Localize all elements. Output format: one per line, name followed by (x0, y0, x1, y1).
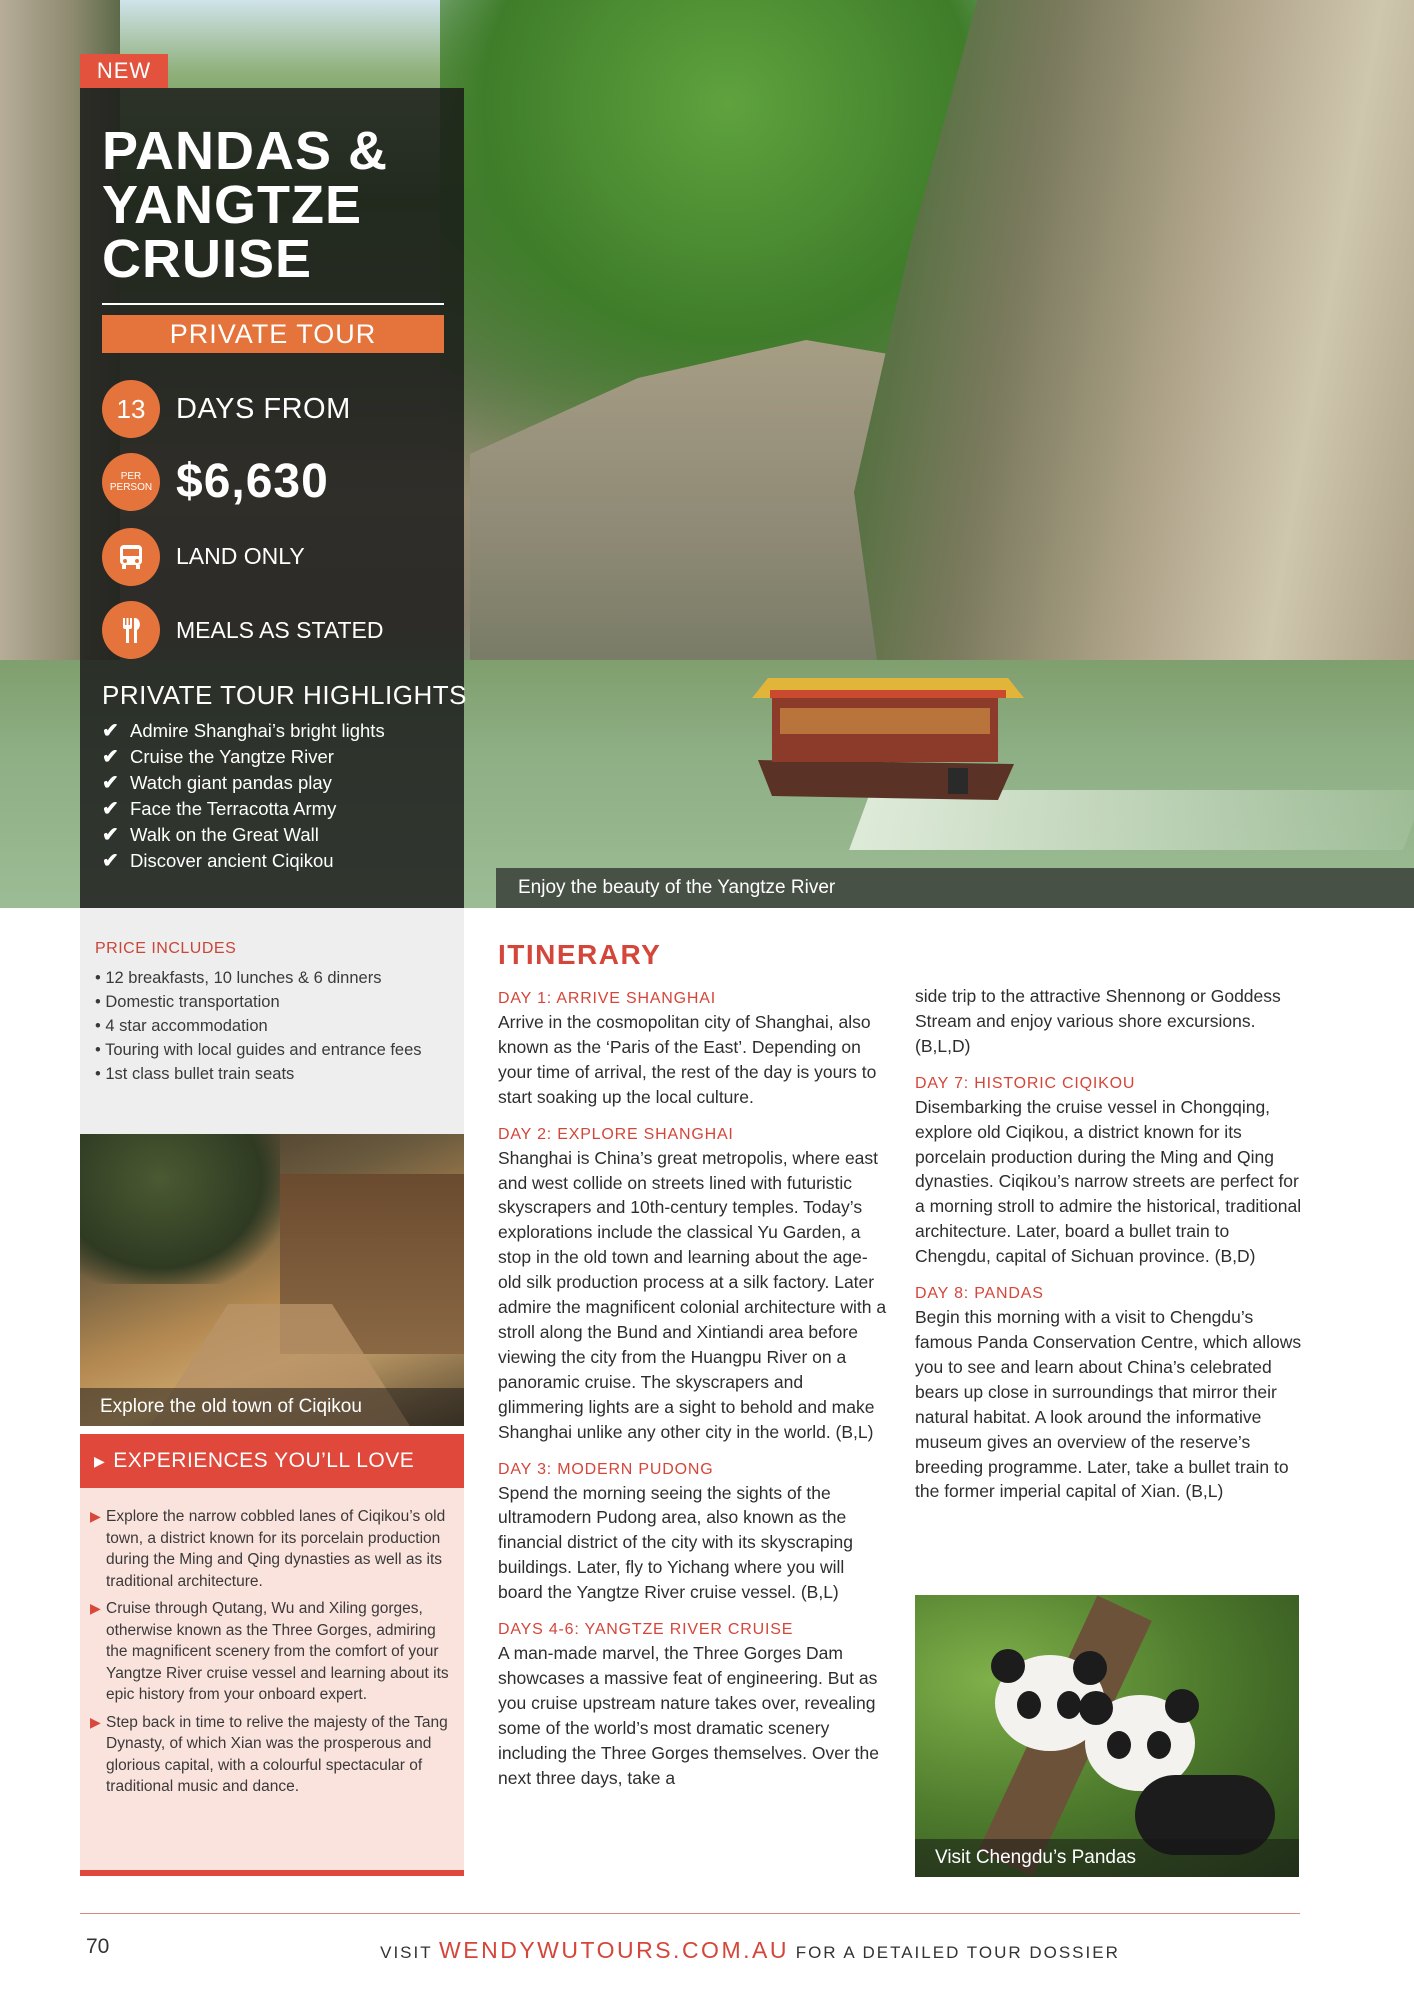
highlights-title: PRIVATE TOUR HIGHLIGHTS (102, 680, 467, 710)
check-icon: ✔ (102, 772, 119, 794)
experiences-header (80, 1434, 464, 1488)
title-line: PANDAS & (102, 121, 389, 181)
include-item: • Touring with local guides and entrance fees (95, 1041, 422, 1059)
day-text: Disembarking the cruise vessel in Chongqing, explore old Ciqikou, a district known for its porcelain production during the Ming and Qing dynasties. Ciqikou’s narrow streets are perfect for a morning stroll to admire the historical, traditional architecture. Later, board a bullet train to Chengdu, capital of Sichuan province. (B,D) (915, 1096, 1302, 1267)
day-heading: DAY 8: PANDAS (915, 1285, 1044, 1303)
itinerary-day (498, 1619, 888, 1790)
day-text: Begin this morning with a visit to Chengdu’s famous Panda Conservation Centre, which allows you to see and learn about China’s celebrated bears up close in surroundings that mirror their natural habitat. A look around the informative museum gives an overview of the reserve’s breeding programme. Later, take a bullet train to the former imperial capital of Xian. (B,L) (915, 1307, 1302, 1502)
price: $6,630 (176, 455, 329, 508)
check-icon: ✔ (102, 720, 119, 742)
tour-title (102, 121, 452, 289)
highlight-item: ✔ Discover ancient Ciqikou (102, 850, 334, 872)
highlight-item: ✔ Face the Terracotta Army (102, 798, 337, 820)
check-icon: ✔ (102, 746, 119, 768)
per-person-badge (102, 453, 160, 511)
panda-photo (915, 1595, 1299, 1877)
itinerary-day (915, 1073, 1305, 1269)
day-text: Spend the morning seeing the sights of the ultramodern Pudong area, also known as the financial district of the city with its skyscraping buildings. Later, fly to Yichang where you will board the Yangtze River cruise vessel. (B,L) (498, 1482, 853, 1603)
highlight-item: ✔ Cruise the Yangtze River (102, 746, 334, 768)
hero-caption: Enjoy the beauty of the Yangtze River (496, 868, 1414, 908)
footer-text (300, 1937, 1200, 1964)
include-item: • 12 breakfasts, 10 lunches & 6 dinners (95, 969, 382, 987)
include-item: • 1st class bullet train seats (95, 1065, 295, 1083)
experience-item: ▶ Cruise through Qutang, Wu and Xiling gorges, otherwise known as the Three Gorges, admiring the magnificent scenery from the comfort of your Yangtze River cruise vessel and learning about its epic history from your onboard expert. (86, 1598, 450, 1706)
bus-icon (102, 528, 160, 586)
itinerary-day (498, 1124, 888, 1445)
arrow-icon: ▶ (90, 1600, 101, 1616)
itinerary-column-1 (498, 988, 888, 1804)
footer-divider (80, 1913, 1300, 1914)
day-heading: DAYS 4-6: YANGTZE RIVER CRUISE (498, 1621, 794, 1639)
itinerary-day (915, 1283, 1305, 1504)
footer-suffix: FOR A DETAILED TOUR DOSSIER (795, 1943, 1120, 1962)
arrow-icon: ▶ (90, 1713, 101, 1730)
title-divider (102, 303, 444, 305)
price-includes-box (80, 908, 464, 1134)
arrow-icon: ▶ (90, 1508, 101, 1524)
day-heading: DAY 3: MODERN PUDONG (498, 1460, 714, 1478)
highlight-item: ✔ Walk on the Great Wall (102, 824, 319, 846)
itinerary-title: ITINERARY (498, 939, 662, 970)
boat-illustration (752, 668, 1024, 802)
experiences-box (80, 1488, 464, 1876)
highlight-item: ✔ Admire Shanghai’s bright lights (102, 720, 385, 742)
include-item: • Domestic transportation (95, 993, 280, 1011)
day-heading: DAY 2: EXPLORE SHANGHAI (498, 1125, 734, 1143)
ciqikou-caption: Explore the old town of Ciqikou (80, 1388, 464, 1426)
meals-label: MEALS AS STATED (176, 617, 384, 643)
check-icon: ✔ (102, 798, 119, 820)
panda-caption: Visit Chengdu’s Pandas (915, 1839, 1299, 1877)
land-only-label: LAND ONLY (176, 543, 305, 569)
check-icon: ✔ (102, 850, 119, 872)
experiences-title: EXPERIENCES YOU’LL LOVE (113, 1449, 415, 1472)
day-text: Shanghai is China’s great metropolis, where east and west collide on streets lined with futuristic skyscrapers and 10th-century temples. Today’s explorations include the classical Yu Garden, a stop in the old town and learning about the age-old silk production process at a silk factory. Later admire the magnificent colonial architecture with a stroll along the Bund and Xintiandi area before viewing the city from the Huangpu River on a panoramic cruise. The skyscrapers and glimmering lights are a sight to behold and make Shanghai unlike any other city in the world. (B,L) (498, 1147, 887, 1442)
page-number: 70 (86, 1935, 110, 1958)
include-item: • 4 star accommodation (95, 1017, 268, 1035)
day-text: A man-made marvel, the Three Gorges Dam showcases a massive feat of engineering. But as you cruise upstream nature takes over, revealing some of the world’s most dramatic scenery including the Three Gorges themselves. Over the next three days, take a (498, 1643, 879, 1788)
itinerary-day (498, 1459, 888, 1606)
price-includes-title: PRICE INCLUDES (95, 940, 237, 957)
days-badge: 13 (102, 380, 160, 438)
experience-item: ▶ Explore the narrow cobbled lanes of Ciqikou’s old town, a district known for its porcelain production during the Ming and Qing dynasties as well as its traditional architecture. (86, 1506, 450, 1592)
day-text: Arrive in the cosmopolitan city of Shanghai, also known as the ‘Paris of the East’. Depending on your time of arrival, the rest of the day is yours to start soaking up the local culture. (498, 1012, 877, 1107)
itinerary-day (498, 988, 888, 1110)
days-label: DAYS FROM (176, 393, 351, 425)
day-continuation: side trip to the attractive Shennong or Goddess Stream and enjoy various shore excursions. (B,L,D) (915, 986, 1281, 1056)
highlights-list (102, 718, 385, 874)
title-line: YANGTZE (102, 175, 363, 235)
check-icon: ✔ (102, 824, 119, 846)
per-person-text: PER (120, 471, 142, 482)
title-line: CRUISE (102, 229, 313, 289)
per-person-text: PERSON (109, 482, 153, 493)
highlight-item: ✔ Watch giant pandas play (102, 772, 332, 794)
itinerary-column-2 (915, 984, 1305, 1518)
website-link[interactable]: WENDYWUTOURS.COM.AU (439, 1937, 789, 1963)
day-heading: DAY 7: HISTORIC CIQIKOU (915, 1074, 1136, 1092)
price-includes-list (95, 966, 464, 1086)
cutlery-icon (102, 601, 160, 659)
footer-visit: VISIT (380, 1943, 433, 1962)
play-arrow-icon: ▶ (94, 1452, 106, 1469)
ciqikou-photo (80, 1134, 464, 1426)
day-heading: DAY 1: ARRIVE SHANGHAI (498, 990, 716, 1007)
experience-item: ▶ Step back in time to relive the majesty of the Tang Dynasty, of which Xian was the prosperous and glorious capital, with a colourful spectacular of traditional music and dance. (86, 1712, 450, 1798)
new-badge: NEW (80, 54, 168, 88)
tree-foliage (80, 1134, 280, 1284)
tour-type-banner: PRIVATE TOUR (102, 315, 444, 353)
